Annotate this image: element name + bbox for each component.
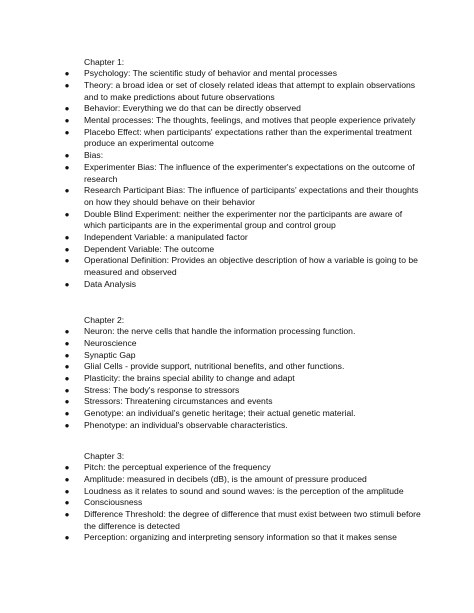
bullet-icon: ● — [64, 279, 70, 289]
list-item — [62, 185, 422, 208]
chapter-2-section — [62, 314, 422, 432]
bullet-icon: ● — [64, 233, 70, 243]
list-item — [62, 509, 422, 532]
list-item — [62, 338, 422, 350]
bullet-icon: ● — [64, 420, 70, 430]
list-item-text: Data Analysis — [84, 278, 137, 289]
bullet-icon: ● — [64, 397, 70, 407]
bullet-icon: ● — [64, 162, 70, 172]
list-item-text: Amplitude: measured in decibels (dB), is the amount of pressure produced — [84, 473, 367, 484]
chapter-title: Chapter 3: — [84, 451, 125, 461]
list-item-text: Synaptic Gap — [84, 349, 136, 360]
bullet-icon: ● — [64, 127, 70, 137]
list-item — [62, 279, 422, 291]
list-item — [62, 373, 422, 385]
bullet-icon: ● — [64, 244, 70, 254]
bullet-icon: ● — [64, 409, 70, 419]
list-item — [62, 486, 422, 498]
list-item-text: Genotype: an individual's genetic heritage; their actual genetic material. — [84, 408, 356, 419]
bullet-icon: ● — [64, 533, 70, 543]
list-item — [62, 462, 422, 474]
list-item — [62, 209, 422, 232]
list-item-text: Mental processes: The thoughts, feelings, and motives that people experience privately — [84, 115, 416, 126]
list-item — [62, 255, 422, 278]
bullet-icon: ● — [64, 463, 70, 473]
chapter-1-section — [62, 56, 422, 291]
list-item-text: Theory: a broad idea or set of closely related ideas that attempt to explain observations and to make predictions about future observations — [84, 79, 416, 102]
chapter-3-notes-list — [62, 462, 422, 544]
list-item — [62, 396, 422, 408]
list-item-text: Pitch: the perceptual experience of the frequency — [84, 462, 271, 473]
list-item-text: Stress: The body's response to stressors — [84, 384, 240, 395]
bullet-icon: ● — [64, 498, 70, 508]
bullet-icon: ● — [64, 256, 70, 266]
chapter-3-section — [62, 450, 422, 544]
list-item-text: Operational Definition: Provides an objective description of how a variable is going to be measured and observed — [84, 255, 418, 278]
bullet-icon: ● — [64, 510, 70, 520]
list-item-text: Neuron: the nerve cells that handle the information processing function. — [84, 326, 356, 337]
bullet-icon: ● — [64, 327, 70, 337]
list-item — [62, 408, 422, 420]
list-item-text: Glial Cells - provide support, nutritional benefits, and other functions. — [84, 361, 345, 372]
bullet-icon: ● — [64, 209, 70, 219]
list-item — [62, 497, 422, 509]
list-item-text: Dependent Variable: The outcome — [84, 243, 215, 254]
bullet-icon: ● — [64, 104, 70, 114]
bullet-icon: ● — [64, 80, 70, 90]
list-item — [62, 532, 422, 544]
list-item — [62, 162, 422, 185]
list-item-text: Consciousness — [84, 497, 143, 508]
list-item — [62, 350, 422, 362]
list-item — [62, 68, 422, 80]
list-item-text: Stressors: Threatening circumstances and events — [84, 396, 273, 407]
list-item-text: Independent Variable: a manipulated factor — [84, 232, 248, 243]
bullet-icon: ● — [64, 474, 70, 484]
list-item-text: Difference Threshold: the degree of difference that must exist between two stimuli before the difference is detected — [84, 509, 421, 531]
list-item-text: Bias: — [84, 150, 104, 161]
chapter-title: Chapter 1: — [84, 57, 125, 67]
list-item — [62, 361, 422, 373]
list-item — [62, 80, 422, 103]
list-item — [62, 115, 422, 127]
list-item — [62, 244, 422, 256]
bullet-icon: ● — [64, 69, 70, 79]
list-item-text: Behavior: Everything we do that can be directly observed — [84, 103, 301, 114]
list-item-text: Perception: organizing and interpreting sensory information so that it makes sense — [84, 532, 397, 543]
list-item-text: Placebo Effect: when participants' expectations rather than the experimental treatment produce an experimental outcome — [84, 126, 412, 149]
bullet-icon: ● — [64, 151, 70, 161]
bullet-icon: ● — [64, 385, 70, 395]
chapter-title: Chapter 2: — [84, 315, 125, 325]
bullet-icon: ● — [64, 362, 70, 372]
list-item — [62, 103, 422, 115]
list-item — [62, 474, 422, 486]
list-item-text: Experimenter Bias: The influence of the experimenter's expectations on the outcome of research — [84, 161, 415, 184]
bullet-icon: ● — [64, 116, 70, 126]
list-item-text: Plasticity: the brains special ability to change and adapt — [84, 373, 295, 384]
list-item — [62, 150, 422, 162]
list-item-text: Neuroscience — [84, 337, 137, 348]
list-item-text: Loudness as it relates to sound and sound waves: is the perception of the amplitude — [84, 485, 404, 496]
list-item — [62, 385, 422, 397]
chapter-2-notes-list — [62, 326, 422, 431]
bullet-icon: ● — [64, 374, 70, 384]
bullet-icon: ● — [64, 350, 70, 360]
list-item-text: Phenotype: an individual's observable characteristics. — [84, 419, 288, 430]
list-item-text: Psychology: The scientific study of behavior and mental processes — [84, 68, 338, 79]
list-item-text: Double Blind Experiment: neither the experimenter nor the participants are aware of which participants are in the experimental group and control group — [84, 208, 403, 231]
list-item — [62, 326, 422, 338]
chapter-1-notes-list — [62, 68, 422, 290]
bullet-icon: ● — [64, 186, 70, 196]
bullet-icon: ● — [64, 486, 70, 496]
list-item — [62, 127, 422, 150]
list-item-text: Research Participant Bias: The influence of participants' expectations and their thoughts on how they should behave on their behavior — [84, 185, 419, 207]
list-item — [62, 420, 422, 432]
list-item — [62, 232, 422, 244]
bullet-icon: ● — [64, 338, 70, 348]
